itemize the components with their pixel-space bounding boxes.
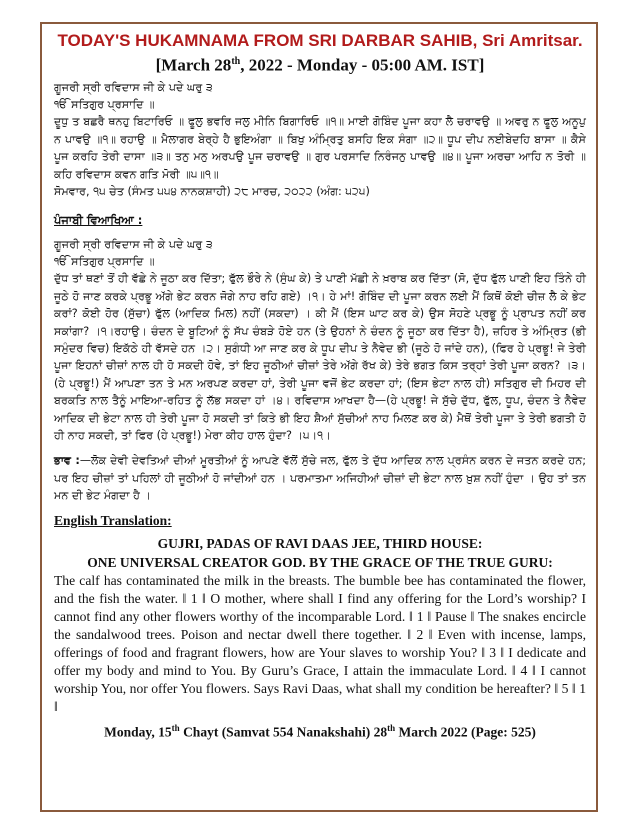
- english-translation: The calf has contaminated the milk in the breasts. The bumble bee has contaminated the flower, and the fish the water. ‖ 1 ‖ O mother, where shall I find any offering for the Lord’s worship? I cannot find any other flowers worthy of the incomparable Lord. ‖ 1 ‖ Pause ‖ The snakes encircle the sandalwood trees. Poison and nectar dwell there together. ‖ 2 ‖ Even with incense, lamps, offerings of food and fragrant flowers, how are Your slaves to worship You? ‖ 3 ‖ I dedicate and offer my body and mind to You. By Guru’s Grace, I attain the immaculate Lord. ‖ 4 ‖ I cannot worship You, nor offer You flowers. Says Ravi Daas, what shall my condition be hereafter? ‖ 5 ‖ 1 ‖: [54, 572, 586, 714]
- punjabi-mool: ੴ ਸਤਿਗੁਰ ਪ੍ਰਸਾਦਿ ॥: [54, 254, 155, 268]
- gurbani-mool: ੴ ਸਤਿਗੁਰ ਪ੍ਰਸਾਦਿ ॥: [54, 98, 155, 112]
- footer-ordinal-1: th: [171, 722, 180, 733]
- page-title: TODAY'S HUKAMNAMA FROM SRI DARBAR SAHIB, Sri Amritsar.: [57, 31, 583, 50]
- punjabi-explanation: ਦੁੱਧ ਤਾਂ ਥਣਾਂ ਤੋਂ ਹੀ ਵੱਛੇ ਨੇ ਜੂਠਾ ਕਰ ਦਿੱਤਾ; ਫੁੱਲ ਭੌਰੇ ਨੇ (ਸੁੰਘ ਕੇ) ਤੇ ਪਾਣੀ ਮੱਛੀ ਨੇ ਖ਼ਰਾਬ ਕਰ ਦਿੱਤਾ (ਸੋ, ਦੁੱਧ ਫੁੱਲ ਪਾਣੀ ਇਹ ਤਿੰਨੇ ਹੀ ਜੂਠੇ ਹੋ ਜਾਣ ਕਰਕੇ ਪ੍ਰਭੂ ਅੱਗੇ ਭੇਟ ਕਰਨ ਜੋਗੇ ਨਾਹ ਰਹਿ ਗਏ) ।੧। ਹੇ ਮਾਂ! ਗੋਬਿੰਦ ਦੀ ਪੂਜਾ ਕਰਨ ਲਈ ਮੈਂ ਕਿਥੋਂ ਕੋਈ ਚੀਜ਼ ਲੈ ਕੇ ਭੇਟ ਕਰਾਂ? ਕੋਈ ਹੋਰ (ਸੁੱਚਾ) ਫੁੱਲ (ਆਦਿਕ ਮਿਲ) ਨਹੀਂ (ਸਕਦਾ) । ਕੀ ਮੈਂ (ਇਸ ਘਾਟ ਕਰ ਕੇ) ਉਸ ਸੋਹਣੇ ਪ੍ਰਭੂ ਨੂੰ ਪ੍ਰਾਪਤ ਨਹੀਂ ਕਰ ਸਕਾਂਗਾ? ।੧।ਰਹਾਉ। ਚੰਦਨ ਦੇ ਬੂਟਿਆਂ ਨੂੰ ਸੱਪ ਚੰਬੜੇ ਹੋਏ ਹਨ (ਤੇ ਉਹਨਾਂ ਨੇ ਚੰਦਨ ਨੂੰ ਜੂਠਾ ਕਰ ਦਿੱਤਾ ਹੈ), ਜ਼ਹਿਰ ਤੇ ਅੰਮ੍ਰਿਤ (ਭੀ ਸਮੁੰਦਰ ਵਿਚ) ਇਕੱਠੇ ਹੀ ਵੱਸਦੇ ਹਨ ।੨। ਸੁਗੰਧੀ ਆ ਜਾਣ ਕਰ ਕੇ ਧੂਪ ਦੀਪ ਤੇ ਨੈਵੇਦ ਭੀ (ਜੂਠੇ ਹੋ ਜਾਂਦੇ ਹਨ), (ਫਿਰ ਹੇ ਪ੍ਰਭੂ! ਜੇ ਤੇਰੀ ਪੂਜਾ ਇਹਨਾਂ ਚੀਜ਼ਾਂ ਨਾਲ ਹੀ ਹੋ ਸਕਦੀ ਹੋਵੇ, ਤਾਂ ਇਹ ਜੂਠੀਆਂ ਚੀਜ਼ਾਂ ਤੇਰੇ ਅੱਗੇ ਰੱਖ ਕੇ) ਤੇਰੇ ਭਗਤ ਕਿਸ ਤਰ੍ਹਾਂ ਤੇਰੀ ਪੂਜਾ ਕਰਨ? ।੩। (ਹੇ ਪ੍ਰਭੂ!) ਮੈਂ ਆਪਣਾ ਤਨ ਤੇ ਮਨ ਅਰਪਣ ਕਰਦਾ ਹਾਂ, ਤੇਰੀ ਪੂਜਾ ਵਜੋਂ ਭੇਟ ਕਰਦਾ ਹਾਂ; (ਇਸ ਭੇਟਾ ਨਾਲ ਹੀ) ਸਤਿਗੁਰ ਦੀ ਮਿਹਰ ਦੀ ਬਰਕਤਿ ਨਾਲ ਤੈਨੂੰ ਮਾਇਆ-ਰਹਿਤ ਨੂੰ ਲੱਭ ਸਕਦਾ ਹਾਂ ।੪। ਰਵਿਦਾਸ ਆਖਦਾ ਹੈ—(ਹੇ ਪ੍ਰਭੂ! ਜੇ ਸੁੱਚੇ ਦੁੱਧ, ਫੁੱਲ, ਧੂਪ, ਚੰਦਨ ਤੇ ਨੈਵੇਦ ਆਦਿਕ ਦੀ ਭੇਟਾ ਨਾਲ ਹੀ ਤੇਰੀ ਪੂਜਾ ਹੋ ਸਕਦੀ ਤਾਂ ਕਿਤੇ ਭੀ ਇਹ ਸ਼ੈਆਂ ਸੁੱਚੀਆਂ ਨਾਹ ਮਿਲਣ ਕਰ ਕੇ) ਮੈਥੋਂ ਤੇਰੀ ਪੂਜਾ ਤੇ ਤੇਰੀ ਭਗਤੀ ਹੋ ਹੀ ਨਾਹ ਸਕਦੀ, ਤਾਂ ਫਿਰ (ਹੇ ਪ੍ਰਭੂ!) ਮੇਰਾ ਕੀਹ ਹਾਲ ਹੁੰਦਾ? ।੫।੧।: [54, 272, 586, 442]
- hukamnama-document: [54, 30, 586, 741]
- english-section-label: English Translation:: [54, 512, 172, 528]
- date-prefix: [March 28: [155, 55, 232, 75]
- bhav-paragraph: [54, 452, 586, 504]
- footer-part-3: March 2022 (Page: 525): [395, 724, 536, 740]
- footer-ordinal-2: th: [387, 722, 396, 733]
- footer-part-1: Monday, 15: [104, 724, 172, 740]
- english-title-2: ONE UNIVERSAL CREATOR GOD. BY THE GRACE OF THE TRUE GURU:: [87, 554, 553, 570]
- date-ordinal: th: [231, 56, 241, 67]
- english-title-1: GUJRI, PADAS OF RAVI DAAS JEE, THIRD HOUSE:: [157, 535, 483, 551]
- gurbani-text: ਦੂਧੁ ਤ ਬਛਰੈ ਥਨਹੁ ਬਿਟਾਰਿਓ ॥ ਫੂਲੁ ਭਵਰਿ ਜਲੁ ਮੀਨਿ ਬਿਗਾਰਿਓ ॥੧॥ ਮਾਈ ਗੋਬਿੰਦ ਪੂਜਾ ਕਹਾ ਲੈ ਚਰਾਵਉ ॥ ਅਵਰੁ ਨ ਫੂਲੁ ਅਨੂਪੁ ਨ ਪਾਵਉ ॥੧॥ ਰਹਾਉ ॥ ਮੈਲਾਗਰ ਬੇਰ੍ਹੇ ਹੈ ਭੁਇਅੰਗਾ ॥ ਬਿਖੁ ਅੰਮ੍ਰਿਤੁ ਬਸਹਿ ਇਕ ਸੰਗਾ ॥੨॥ ਧੂਪ ਦੀਪ ਨਈਬੇਦਹਿ ਬਾਸਾ ॥ ਕੈਸੇ ਪੂਜ ਕਰਹਿ ਤੇਰੀ ਦਾਸਾ ॥੩॥ ਤਨੁ ਮਨੁ ਅਰਪਉ ਪੂਜ ਚਰਾਵਉ ॥ ਗੁਰ ਪਰਸਾਦਿ ਨਿਰੰਜਨੁ ਪਾਵਉ ॥੪॥ ਪੂਜਾ ਅਰਚਾ ਆਹਿ ਨ ਤੋਰੀ ॥ ਕਹਿ ਰਵਿਦਾਸ ਕਵਨ ਗਤਿ ਮੋਰੀ ॥੫॥੧॥: [54, 115, 586, 181]
- date-suffix: , 2022 - Monday - 05:00 AM. IST]: [240, 55, 485, 75]
- footer-part-2: Chayt (Samvat 554 Nanakshahi) 28: [179, 724, 388, 740]
- page-date: [54, 51, 586, 77]
- english-date-footer: [54, 719, 586, 742]
- gurbani-heading: ਗੂਜਰੀ ਸ੍ਰੀ ਰਵਿਦਾਸ ਜੀ ਕੇ ਪਦੇ ਘਰੁ ੩: [54, 80, 213, 94]
- gurbani-date-footer: ਸੋਮਵਾਰ, ੧੫ ਚੇਤ (ਸੰਮਤ ੫੫੪ ਨਾਨਕਸ਼ਾਹੀ) ੨੮ ਮਾਰਚ, ੨੦੨੨ (ਅੰਗ: ੫੨੫): [54, 185, 370, 199]
- punjabi-heading: ਗੂਜਰੀ ਸ੍ਰੀ ਰਵਿਦਾਸ ਜੀ ਕੇ ਪਦੇ ਘਰੁ ੩: [54, 237, 213, 251]
- bhav-label: ਭਾਵ :: [54, 454, 80, 468]
- punjabi-section-label: ਪੰਜਾਬੀ ਵਿਆਖਿਆ :: [54, 212, 143, 227]
- bhav-text: —ਲੋਕ ਦੇਵੀ ਦੇਵਤਿਆਂ ਦੀਆਂ ਮੂਰਤੀਆਂ ਨੂੰ ਆਪਣੇ ਵੱਲੋਂ ਸੁੱਚੇ ਜਲ, ਫੁੱਲ ਤੇ ਦੁੱਧ ਆਦਿਕ ਨਾਲ ਪ੍ਰਸੰਨ ਕਰਨ ਦੇ ਜਤਨ ਕਰਦੇ ਹਨ; ਪਰ ਇਹ ਚੀਜ਼ਾਂ ਤਾਂ ਪਹਿਲਾਂ ਹੀ ਜੂਠੀਆਂ ਹੋ ਜਾਂਦੀਆਂ ਹਨ । ਪਰਮਾਤਮਾ ਅਜਿਹੀਆਂ ਚੀਜ਼ਾਂ ਦੀ ਭੇਟਾ ਨਾਲ ਖ਼ੁਸ਼ ਨਹੀਂ ਹੁੰਦਾ । ਉਹ ਤਾਂ ਤਨ ਮਨ ਦੀ ਭੇਟ ਮੰਗਦਾ ਹੈ ।: [54, 454, 586, 503]
